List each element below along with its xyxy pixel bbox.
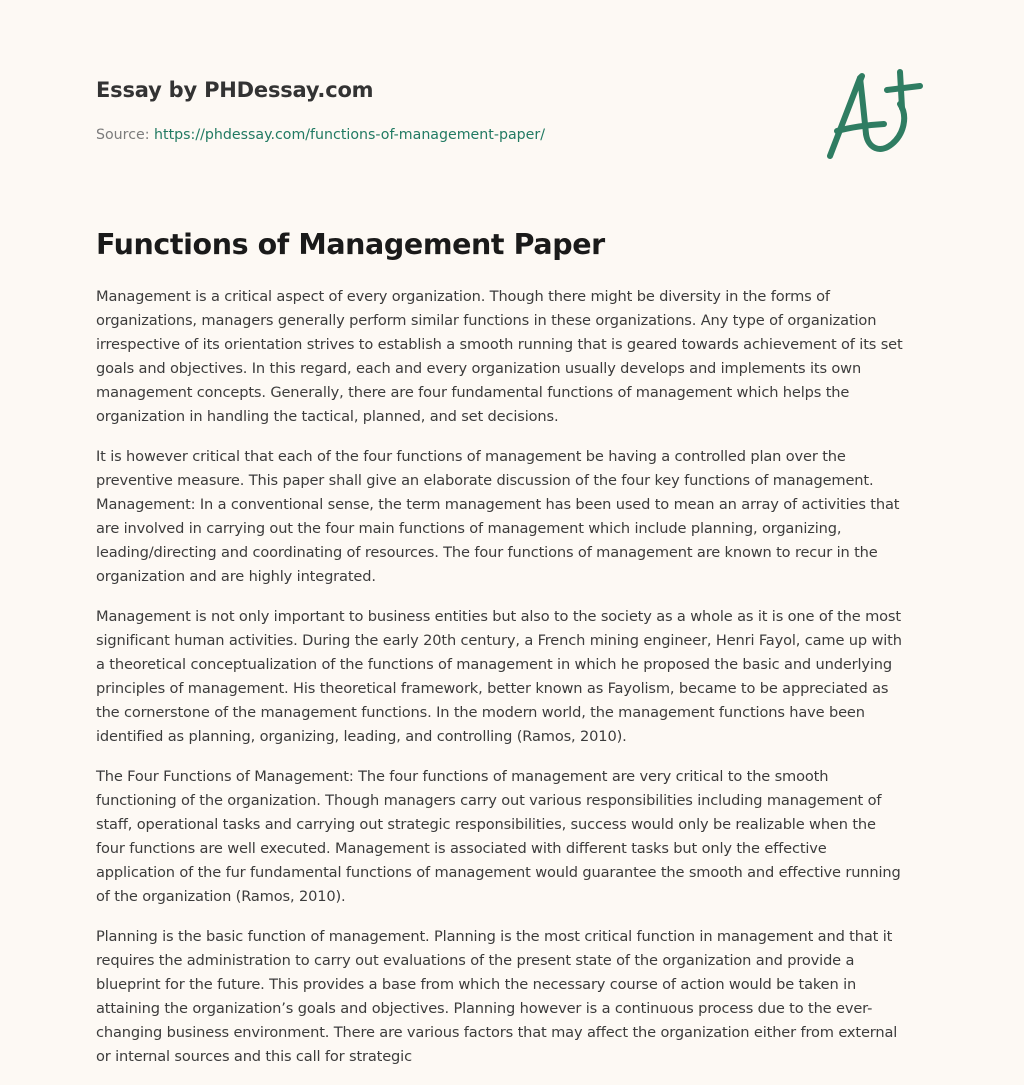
- text-line: are involved in carrying out the four main functions of management which include planning, organizing,: [96, 520, 842, 537]
- text-line: principles of management. His theoretical framework, better known as Fayolism, became to be appreciated as: [96, 680, 889, 697]
- text-line: identified as planning, organizing, leading, and controlling (Ramos, 2010).: [96, 728, 627, 745]
- text-line: application of the fur fundamental functions of management would guarantee the smooth and effective running: [96, 864, 901, 881]
- text-line: The Four Functions of Management: The four functions of management are very critical to the smooth: [96, 768, 829, 785]
- text-line: functioning of the organization. Though managers carry out various responsibilities including management of: [96, 792, 882, 809]
- source-link[interactable]: https://phdessay.com/functions-of-management-paper/: [154, 127, 546, 143]
- paragraph: [96, 765, 928, 909]
- text-line: Management: In a conventional sense, the term management has been used to mean an array of activities that: [96, 496, 900, 513]
- text-line: Planning is the basic function of management. Planning is the most critical function in management and that it: [96, 928, 893, 945]
- text-line: four functions are well executed. Management is associated with different tasks but only the effective: [96, 840, 827, 857]
- text-line: requires the administration to carry out evaluations of the present state of the organization and provide a: [96, 952, 855, 969]
- text-line: organizations, managers generally perform similar functions in these organizations. Any type of organization: [96, 312, 877, 329]
- a-plus-grade-icon: [822, 64, 932, 168]
- text-line: preventive measure. This paper shall give an elaborate discussion of the four key functions of management.: [96, 472, 874, 489]
- text-line: goals and objectives. In this regard, each and every organization usually develops and implements its own: [96, 360, 862, 377]
- text-line: attaining the organization’s goals and objectives. Planning however is a continuous process due to the ever-: [96, 1000, 873, 1017]
- paragraph: [96, 445, 928, 589]
- text-line: significant human activities. During the early 20th century, a French mining engineer, Henri Fayol, came up with: [96, 632, 902, 649]
- text-line: or internal sources and this call for strategic: [96, 1048, 412, 1065]
- text-line: staff, operational tasks and carrying out strategic responsibilities, success would only be realizable when the: [96, 816, 876, 833]
- paragraph: [96, 605, 928, 749]
- site-title: Essay by PHDessay.com: [96, 78, 374, 102]
- text-line: the cornerstone of the management functions. In the modern world, the management functions have been: [96, 704, 865, 721]
- text-line: management concepts. Generally, there are four fundamental functions of management which helps the: [96, 384, 850, 401]
- text-line: blueprint for the future. This provides a base from which the necessary course of action would be taken in: [96, 976, 857, 993]
- text-line: irrespective of its orientation strives to establish a smooth running that is geared towards achievement of its set: [96, 336, 903, 353]
- text-line: It is however critical that each of the four functions of management be having a controlled plan over the: [96, 448, 846, 465]
- text-line: organization and are highly integrated.: [96, 568, 376, 585]
- page-title: Functions of Management Paper: [96, 228, 605, 261]
- text-line: of the organization (Ramos, 2010).: [96, 888, 346, 905]
- text-line: Management is not only important to business entities but also to the society as a whole as it is one of the most: [96, 608, 901, 625]
- text-line: changing business environment. There are various factors that may affect the organization either from external: [96, 1024, 898, 1041]
- paragraph: [96, 925, 928, 1069]
- text-line: organization in handling the tactical, planned, and set decisions.: [96, 408, 559, 425]
- text-line: a theoretical conceptualization of the functions of management in which he proposed the basic and underlying: [96, 656, 893, 673]
- text-line: leading/directing and coordinating of resources. The four functions of management are known to recur in the: [96, 544, 878, 561]
- article-body: [96, 285, 928, 1085]
- essay-header: [96, 74, 796, 145]
- source-line: [96, 125, 796, 145]
- source-label: Source:: [96, 127, 155, 143]
- text-line: Management is a critical aspect of every organization. Though there might be diversity in the forms of: [96, 288, 830, 305]
- paragraph: [96, 285, 928, 429]
